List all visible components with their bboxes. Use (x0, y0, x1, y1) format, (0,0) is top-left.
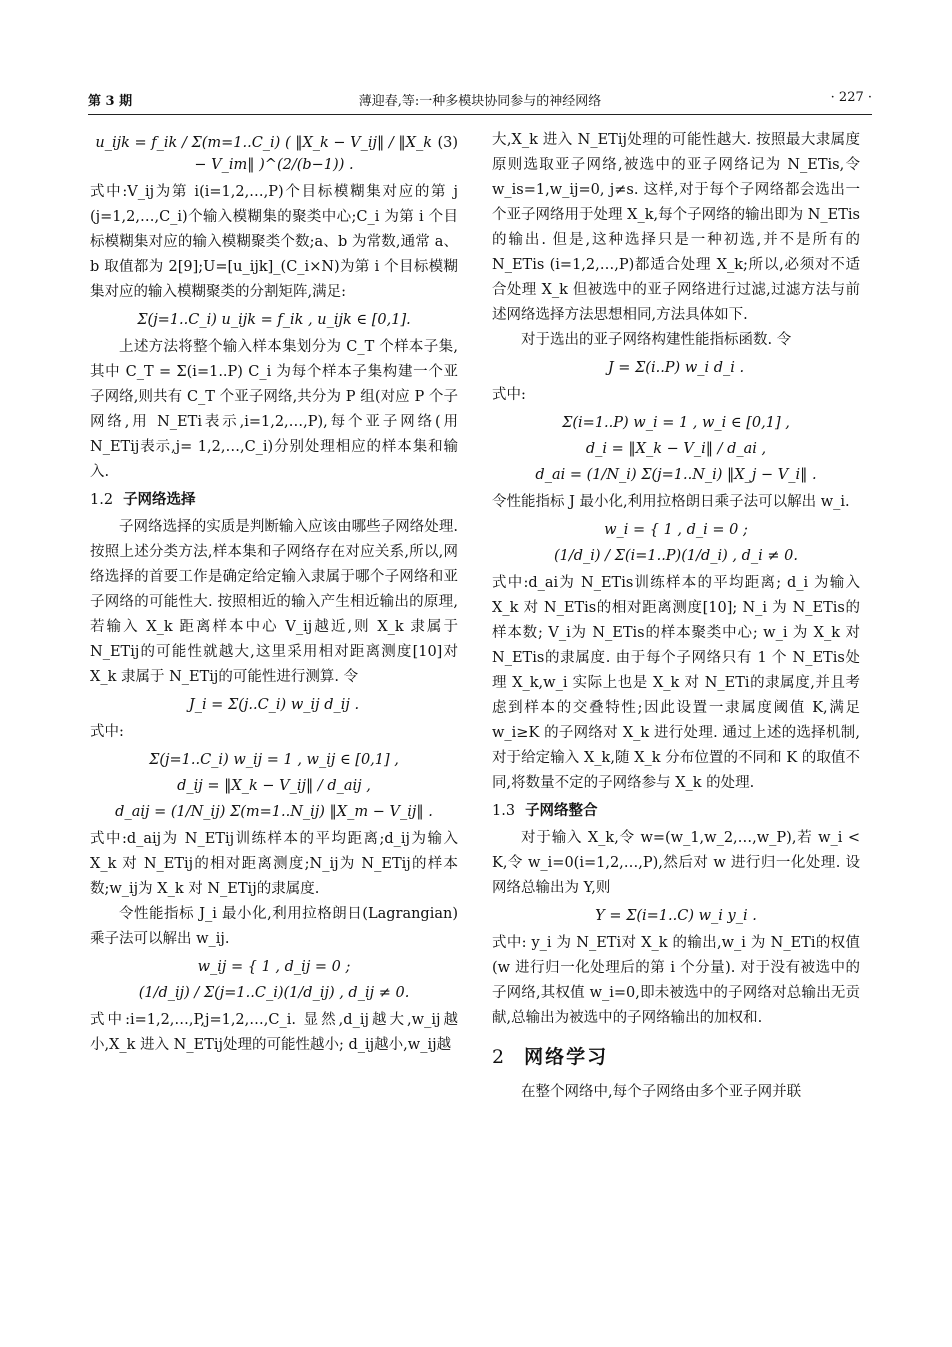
equation (90, 694, 458, 716)
paragraph: 式中: y_i 为 N_ETi对 X_k 的输出,w_i 为 N_ETi的权值(w 进行归一化处理后的第 i 个分量). 对于没有被选中的子网络,其权值 w_i=0,即未被选中的子网络对总输出无贡献,总输出为被选中的子网络输出的加权和. (492, 935, 860, 1026)
equation (492, 464, 860, 486)
equation-text: Σ(j=1..C_i) w_ij = 1 , w_ij ∈ [0,1] , (149, 752, 399, 768)
equation (492, 905, 860, 927)
section-number: 1.3 (492, 803, 516, 819)
equation-number: (3) (437, 135, 458, 151)
equation (90, 801, 458, 823)
equation (492, 412, 860, 434)
paragraph: 式中:d_aij为 N_ETij训练样本的平均距离;d_ij为输入 X_k 对 N_ETij的相对距离测度;N_ij为 N_ETij的样本数;w_ij为 X_k 对 N_ETij的隶属度. (90, 831, 458, 897)
paragraph: 式中:i=1,2,…,P,j=1,2,…,C_i. 显然,d_ij越大,w_ij越小,X_k 进入 N_ETij处理的可能性越小; d_ij越小,w_ij越 (90, 1012, 458, 1053)
equation-text: J = Σ(i..P) w_i d_i . (607, 360, 745, 376)
equation (90, 775, 458, 797)
paragraph: 对于输入 X_k,令 w=(w_1,w_2,…,w_P),若 w_i < K,令 w_i=0(i=1,2,…,P),然后对 w 进行归一化处理. 设网络总输出为 Y,则 (492, 830, 860, 896)
running-header (88, 90, 872, 112)
paragraph: 子网络选择的实质是判断输入应该由哪些子网络处理. 按照上述分类方法,样本集和子网络存在对应关系,所以,网络选择的首要工作是确定给定输入隶属于哪个子网络和亚子网络的可能性大. 按照相近的输入产生相近输出的原理,若输入 X_k 距离样本中心 V_ij越近,则 X_k 隶属于 N_ETij的可能性就越大,这里采用相对距离测度[10]对 X_k 隶属于 N_ETij的可能性进行测算. 令 (90, 519, 458, 685)
equation (492, 438, 860, 460)
paragraph: 令性能指标 J 最小化,利用拉格朗日乘子法可以解出 w_i. (492, 494, 850, 510)
running-title: 薄迎春,等:一种多模块协同参与的神经网络 (358, 94, 602, 109)
equation-text: w_ij = { 1 , d_ij = 0 ; (197, 959, 351, 975)
right-column (492, 128, 860, 1105)
section-heading (492, 1045, 860, 1070)
equation-text: Σ(i=1..P) w_i = 1 , w_i ∈ [0,1] , (562, 415, 790, 431)
equation (90, 956, 458, 978)
page-number: · 227 · (830, 90, 872, 105)
left-column (90, 128, 458, 1058)
paragraph: 式中: (90, 724, 124, 740)
paragraph: 令性能指标 J_i 最小化,利用拉格朗日(Lagrangian)乘子法可以解出 w_ij. (90, 906, 458, 947)
equation-text: d_ai = (1/N_i) Σ(j=1..N_i) ‖X_j − V_i‖ . (535, 467, 817, 483)
equation-text: u_ijk = f_ik / Σ(m=1..C_i) ( ‖X_k − V_ij‖ / ‖X_k − V_im‖ )^(2/(b−1)) . (95, 135, 433, 173)
section-title: 子网络选择 (123, 491, 196, 508)
section-title: 子网络整合 (525, 802, 598, 819)
issue-number: 第 3 期 (88, 94, 133, 109)
equation (90, 132, 458, 176)
equation (492, 545, 860, 567)
paragraph: 在整个网络中,每个子网络由多个亚子网并联 (521, 1084, 802, 1100)
equation (90, 309, 458, 331)
equation (90, 749, 458, 771)
paragraph: 大,X_k 进入 N_ETij处理的可能性越大. 按照最大隶属度原则选取亚子网络,被选中的亚子网络记为 N_ETis,令 w_is=1,w_ij=0, j≠s. 这样,对于每个子网络都会选出一个亚子网络用于处理 X_k,每个子网络的输出即为 N_ETis的输出. 但是,这种选择只是一种初选,并不是所有的 N_ETis (i=1,2,…,P)都适合处理 X_k;所以,必须对不适合处理 X_k 但被选中的亚子网络进行过滤,过滤方法与前述网络选择方法思想相同,方法具体如下. (492, 132, 860, 323)
paragraph: 上述方法将整个输入样本集划分为 C_T 个样本子集,其中 C_T = Σ(i=1..P) C_i 为每个样本子集构建一个亚子网络,则共有 C_T 个亚子网络,共分为 P 组(对应 P 个子网络,用 N_ETi表示,i=1,2,…,P),每个亚子网络(用 N_ETij表示,j= 1,2,…,C_i)分别处理相应的样本集和输入. (90, 339, 458, 480)
paragraph: 式中:V_ij为第 i(i=1,2,…,P)个目标模糊集对应的第 j (j=1,2,…,C_i)个输入模糊集的聚类中心;C_i 为第 i 个目标模糊集对应的输入模糊聚类个数;a、b 为常数,通常 a、b 取值都为 2[9];U=[u_ijk]_(C_i×N)为第 i 个目标模糊集对应的输入模糊聚类的分割矩阵,满足: (90, 184, 458, 300)
equation-text: Y = Σ(i=1..C) w_i y_i . (595, 908, 757, 924)
section-number: 1.2 (90, 492, 114, 508)
equation-text: w_i = { 1 , d_i = 0 ; (604, 522, 748, 538)
paragraph: 对于选出的亚子网络构建性能指标函数. 令 (521, 332, 792, 348)
equation-text: d_ij = ‖X_k − V_ij‖ / d_aij , (177, 778, 371, 794)
equation (492, 519, 860, 541)
equation-text: d_i = ‖X_k − V_i‖ / d_ai , (585, 441, 767, 457)
equation-text: (1/d_ij) / Σ(j=1..C_i)(1/d_ij) , d_ij ≠ 0. (138, 985, 410, 1001)
header-rule (88, 114, 872, 115)
equation (492, 357, 860, 379)
equation-text: d_aij = (1/N_ij) Σ(m=1..N_ij) ‖X_m − V_ij‖ . (115, 804, 433, 820)
section-heading (492, 798, 860, 824)
equation (90, 982, 458, 1004)
section-heading (90, 487, 458, 513)
paragraph: 式中: (492, 387, 526, 403)
equation-text: (1/d_i) / Σ(i=1..P)(1/d_i) , d_i ≠ 0. (553, 548, 799, 564)
paragraph: 式中:d_ai为 N_ETis训练样本的平均距离; d_i 为输入 X_k 对 N_ETis的相对距离测度[10]; N_i 为 N_ETis的样本数; V_i为 N_ETis的样本聚类中心; w_i 为 X_k 对 N_ETis的隶属度. 由于每个子网络只有 1 个 N_ETis处理 X_k,w_i 实际上也是 X_k 对 N_ETi的隶属度,并且考虑到样本的交叠特性;因此设置一隶属度阈值 K,满足 w_i≥K 的子网络对 X_k 进行处理. 通过上述的选择机制,对于给定输入 X_k,随 X_k 分布位置的不同和 K 的取值不同,将数量不定的子网络参与 X_k 的处理. (492, 575, 860, 791)
section-title: 网络学习 (524, 1046, 609, 1068)
equation-text: J_i = Σ(j..C_i) w_ij d_ij . (188, 697, 360, 713)
section-number: 2 (492, 1046, 507, 1068)
equation-text: Σ(j=1..C_i) u_ijk = f_ik , u_ijk ∈ [0,1]. (137, 312, 411, 328)
